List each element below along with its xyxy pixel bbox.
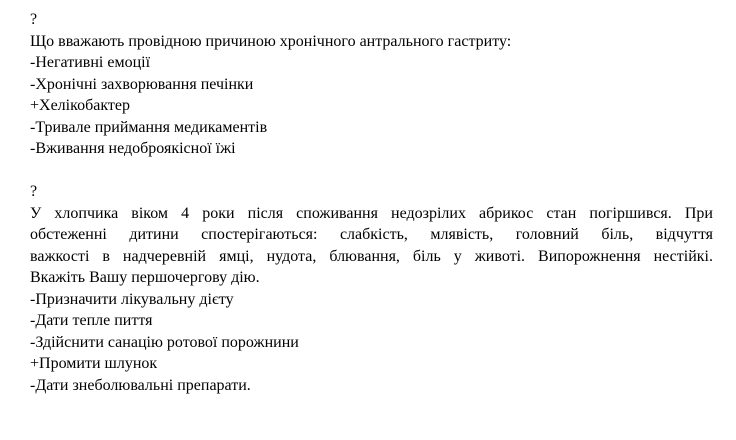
answer-option: -Здійснити санацію ротової порожнини	[30, 333, 299, 351]
question-text-line: У хлопчика віком 4 роки після споживання недозрілих абрикос стан погіршився. При	[30, 204, 713, 222]
question-text-line: обстеженні дитини спостерігаються: слабкість, млявість, головний біль, відчуття	[30, 226, 713, 243]
document-page	[30, 9, 713, 396]
answer-option: -Вживання недоброякісної їжі	[30, 140, 236, 157]
question-text: Що вважають провідною причиною хронічного антрального гастриту:	[30, 32, 512, 50]
question-text-line: важкості в надчеревній ямці, нудота, блювання, біль у животі. Випорожнення нестійкі.	[30, 247, 713, 265]
answer-option: -Призначити лікувальну дієту	[30, 290, 234, 308]
question-block-1	[30, 9, 713, 160]
answer-option-correct: +Хелікобактер	[30, 97, 130, 114]
answer-option: -Дати тепле пиття	[30, 312, 153, 329]
question-text-line: Вкажіть Вашу першочергову дію.	[30, 269, 260, 286]
question-marker: ?	[30, 11, 38, 28]
question-block-2	[30, 181, 713, 396]
answer-option-correct: +Промити шлунок	[30, 355, 158, 372]
blank-line	[30, 160, 713, 182]
answer-option: -Хронічні захворювання печінки	[30, 75, 254, 93]
answer-option: -Негативні емоції	[30, 54, 151, 71]
answer-option: -Тривале приймання медикаментів	[30, 118, 268, 136]
question-marker: ?	[30, 183, 38, 200]
answer-option: -Дати знеболювальні препарати.	[30, 376, 251, 394]
